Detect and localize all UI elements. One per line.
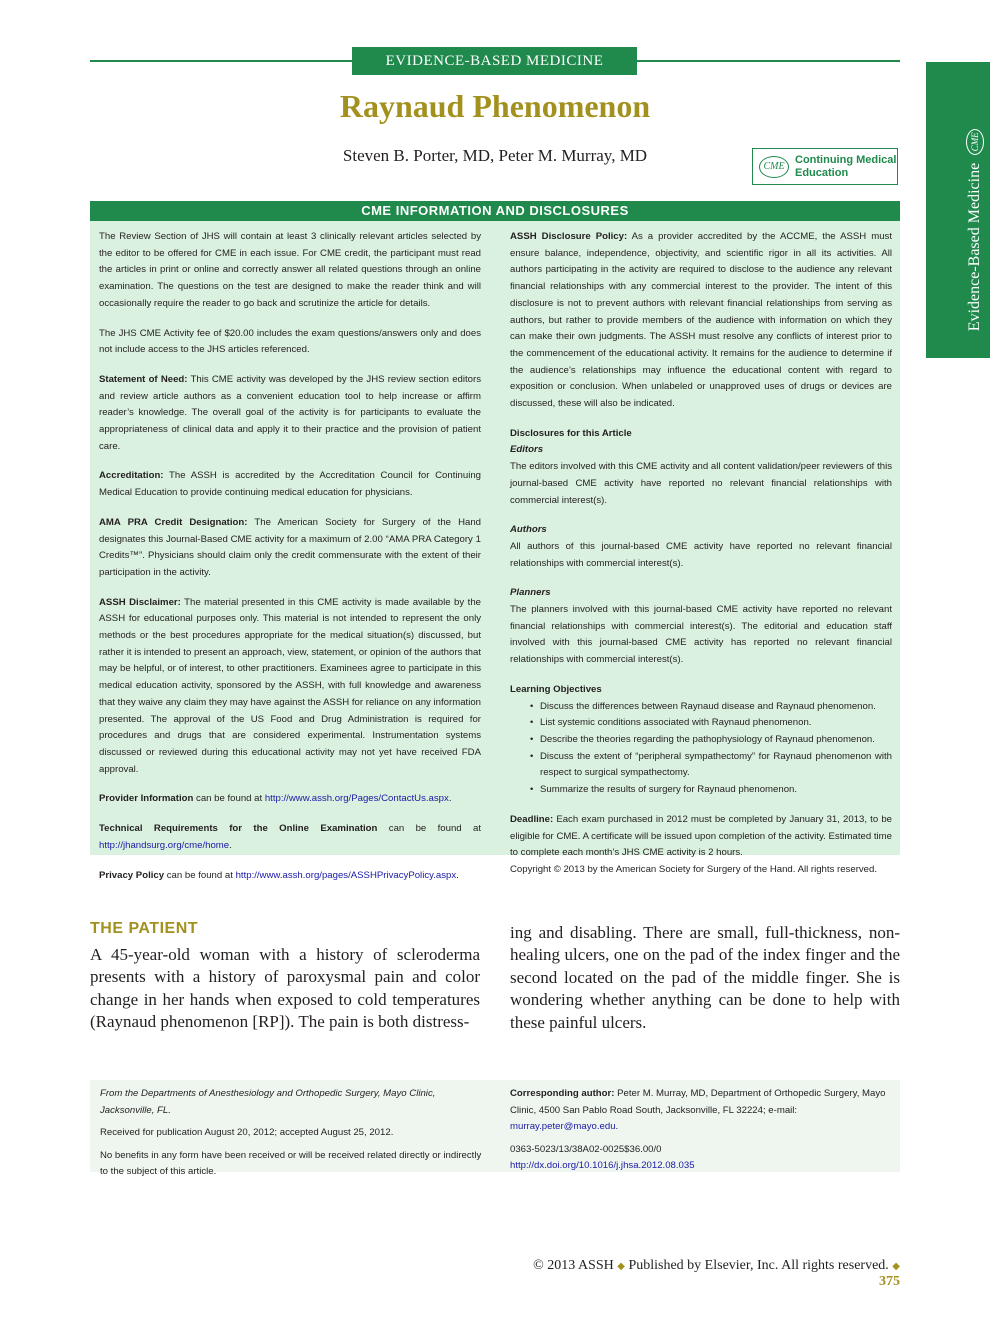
prov-label: Provider Information <box>99 793 194 805</box>
accr-text: The ASSH is accredited by the Accreditation Council for Continuing Medical Education to provide continuing medical education for physicians. <box>99 470 481 499</box>
diamond-icon: ◆ <box>892 1261 900 1272</box>
need-label: Statement of Need: <box>99 373 188 385</box>
list-item: • Summarize the results of surgery for Raynaud phenomenon. <box>530 782 892 799</box>
authors-heading: Authors <box>510 524 547 536</box>
cme-left-column <box>99 229 481 884</box>
cme-header: CME INFORMATION AND DISCLOSURES <box>90 201 900 221</box>
benefits-note: No benefits in any form have been received or will be received related directly or indirectly to the subject of this article. <box>100 1149 482 1177</box>
authors-text: All authors of this journal-based CME activity have reported no relevant financial relationships with commercial interest(s). <box>510 540 892 569</box>
corresponding-author <box>510 1086 896 1136</box>
patient-heading: THE PATIENT <box>90 920 199 937</box>
email-link[interactable]: murray.peter@mayo.edu <box>510 1121 616 1132</box>
priv-label: Privacy Policy <box>99 869 165 881</box>
priv-text: can be found at <box>164 869 236 881</box>
cme-icon: CME <box>966 129 984 155</box>
list-item: • Discuss the differences between Raynaud disease and Raynaud phenomenon. <box>530 699 892 716</box>
tech-end: . <box>229 839 232 851</box>
need-text: This CME activity was developed by the JHS review section editors and review article authors as a convenient education tool to help increase or affirm reader’s knowledge. The overall goal of the activity is for participants to evaluate the appropriateness of clinical data and apply it to their practice and the provision of patient care. <box>99 373 482 452</box>
editors-text: The editors involved with this CME activity and all content validation/peer reviewers of this journal-based CME activity have reported no relevant financial relationships with commercial interest(s). <box>510 461 892 506</box>
policy-label: ASSH Disclosure Policy: <box>510 231 628 242</box>
disclosures-heading: Disclosures for this Article <box>510 427 632 439</box>
patient-text-right: ing and disabling. There are small, full-thickness, non-healing ulcers, one on the pad of the index finger and the second located on the pad of the middle finger. She is wondering whether anything can be done to help with these painful ulcers. <box>510 923 900 1032</box>
prov-end: . <box>448 793 452 805</box>
ama-text: The American Society for Surgery of the Hand designates this Journal-Based CME activity for a maximum of 2.00 “AMA PRA Category 1 Credits™”. Physicians should claim only the credit commensurate with the extent of their participation in the activity. <box>99 516 482 578</box>
corr-text: Peter M. Murray, MD, Department of Orthopedic Surgery, Mayo Clinic, 4500 San Pablo Road South, Jacksonville, FL 32224; e-mail: <box>510 1088 886 1116</box>
accreditation <box>99 468 481 501</box>
footnote-box <box>90 1080 900 1177</box>
cme-copyright: Copyright © 2013 by the American Society for Surgery of the Hand. All rights reserved. <box>510 863 878 875</box>
cme-logo-icon: CME <box>759 156 789 178</box>
cme-badge-text <box>795 154 896 180</box>
cme-box <box>90 221 900 881</box>
prov-text: can be found at <box>193 793 265 805</box>
deadline-label: Deadline: <box>510 813 554 825</box>
affiliation: From the Departments of Anesthesiology and Orthopedic Surgery, Mayo Clinic, Jacksonville, FL. <box>100 1088 436 1116</box>
page-footer <box>510 1258 900 1290</box>
doi-link[interactable]: http://dx.doi.org/10.1016/j.jhsa.2012.08.035 <box>510 1160 695 1171</box>
list-item: • Describe the theories regarding the pathophysiology of Raynaud phenomenon. <box>530 732 892 749</box>
objectives-list <box>530 699 892 799</box>
statement-of-need <box>99 372 481 456</box>
provider-link[interactable]: http://www.assh.org/Pages/ContactUs.aspx <box>264 793 449 805</box>
footer-copyright: © 2013 ASSH <box>533 1258 614 1273</box>
tech-label: Technical Requirements for the Online Examination <box>99 823 378 835</box>
planners-text: The planners involved with this journal-based CME activity have reported no relevant financial relationships with commercial interest(s). The editorial and education staff involved with this journal-based CME activity has reported no relevant financial relationships with commercial interest(s). <box>510 604 892 666</box>
page-number: 375 <box>879 1274 900 1289</box>
footer-publisher: Published by Elsevier, Inc. All rights reserved. <box>628 1258 889 1273</box>
corr-end: . <box>615 1121 619 1132</box>
cme-badge-line1: Continuing Medical <box>795 153 897 166</box>
assh-disclaimer <box>99 595 481 779</box>
tech-text: can be found at <box>377 823 482 835</box>
article-title: Raynaud Phenomenon <box>339 88 651 124</box>
patient-text-left: A 45-year-old woman with a history of scleroderma presents with a history of paroxysmal pain and color change in her hands when exposed to cold temperatures (Raynaud phenomenon [RP]). The pain is both distress- <box>90 945 480 1032</box>
footnote-right <box>510 1086 896 1175</box>
list-item: • List systemic conditions associated with Raynaud phenomenon. <box>530 715 892 732</box>
cme-badge <box>752 148 898 185</box>
provider-info <box>99 791 481 808</box>
cme-badge-line2: Education <box>795 166 849 179</box>
issn: 0363-5023/13/38A02-0025$36.00/0 <box>510 1143 662 1155</box>
cme-intro: The Review Section of JHS will contain at least 3 clinically relevant articles selected by the editor to be offered for CME in each issue. For CME credit, the participant must read the articles in print or online and correctly answer all related questions through an online examination. The questions on the test are designed to make the reader think and will occasionally require the reader to go back and scrutinize the article for details. <box>99 231 481 309</box>
ama-label: AMA PRA Credit Designation: <box>99 516 248 528</box>
privacy-policy <box>99 868 481 885</box>
received-date: Received for publication August 20, 2012; accepted August 25, 2012. <box>100 1127 394 1138</box>
cme-fee: The JHS CME Activity fee of $20.00 includes the exam questions/answers only and does not include access to the JHS articles referenced. <box>99 327 481 356</box>
objectives-heading: Learning Objectives <box>510 683 602 695</box>
disc-label: ASSH Disclaimer: <box>99 596 181 608</box>
priv-end: . <box>456 869 459 881</box>
privacy-link[interactable]: http://www.assh.org/pages/ASSHPrivacyPolicy.aspx <box>235 869 457 881</box>
section-label: EVIDENCE-BASED MEDICINE <box>352 47 637 75</box>
footnote-left <box>100 1086 486 1187</box>
deadline <box>510 812 892 862</box>
side-tab-label: Evidence-Based Medicine <box>966 162 983 332</box>
corr-label: Corresponding author: <box>510 1088 615 1099</box>
tech-link[interactable]: http://jhandsurg.org/cme/home <box>99 839 230 851</box>
list-item: • Discuss the extent of “peripheral sympathectomy” for Raynaud phenomenon with respect to surgical sympathectomy. <box>530 749 892 782</box>
side-tab-text <box>943 82 990 378</box>
accr-label: Accreditation: <box>99 470 164 482</box>
authors: Steven B. Porter, MD, Peter M. Murray, MD <box>342 146 648 165</box>
side-tab <box>926 62 990 358</box>
ama-credit <box>99 515 481 582</box>
editors-heading: Editors <box>510 444 544 456</box>
technical-requirements <box>99 821 481 854</box>
planners-heading: Planners <box>510 587 551 599</box>
policy-text: As a provider accredited by the ACCME, the ASSH must ensure balance, independence, objectivity, and scientific rigor in all its activities. All authors participating in the activity are required to disclose to the audience any relevant financial relationships with any commercial interest to the provider. The intent of this disclosure is not to prevent authors with relevant financial relationships from serving as authors, but rather to provide members of the audience with information on which they can make their own judgments. The ASSH must resolve any conflicts of interest prior to the commencement of the educational activity. It remains for the audience to determine if the audience’s relationships may influence the educational content with regard to exposition or conclusion. When unlabeled or unapproved uses of drugs or devices are discussed, these will also be indicated. <box>510 231 892 410</box>
diamond-icon: ◆ <box>617 1261 625 1272</box>
disclosure-policy <box>510 229 892 413</box>
disc-text: The material presented in this CME activity is made available by the ASSH for educational purposes only. This material is not intended to represent the only methods or the best procedures appropriate for the medical situation(s) discussed, but rather it is intended to present an approach, view, statement, or opinion of the authors that may be helpful, or of interest, to other practitioners. Examinees agree to participate in this medical education activity, sponsored by the ASSH, with full knowledge and awareness that they waive any claim they may have against the ASSH for reliance on any information presented. The approval of the US Food and Drug Administration is required for procedures and drugs that are considered experimental. Instrumentation systems discussed or reviewed during this educational activity may not yet have received FDA approval. <box>99 596 482 775</box>
deadline-text: Each exam purchased in 2012 must be completed by January 31, 2013, to be eligible for CME. A certificate will be issued upon completion of the activity. Estimated time to complete each month’s JHS CME activity is 2 hours. <box>510 813 892 859</box>
cme-right-column <box>510 229 892 879</box>
